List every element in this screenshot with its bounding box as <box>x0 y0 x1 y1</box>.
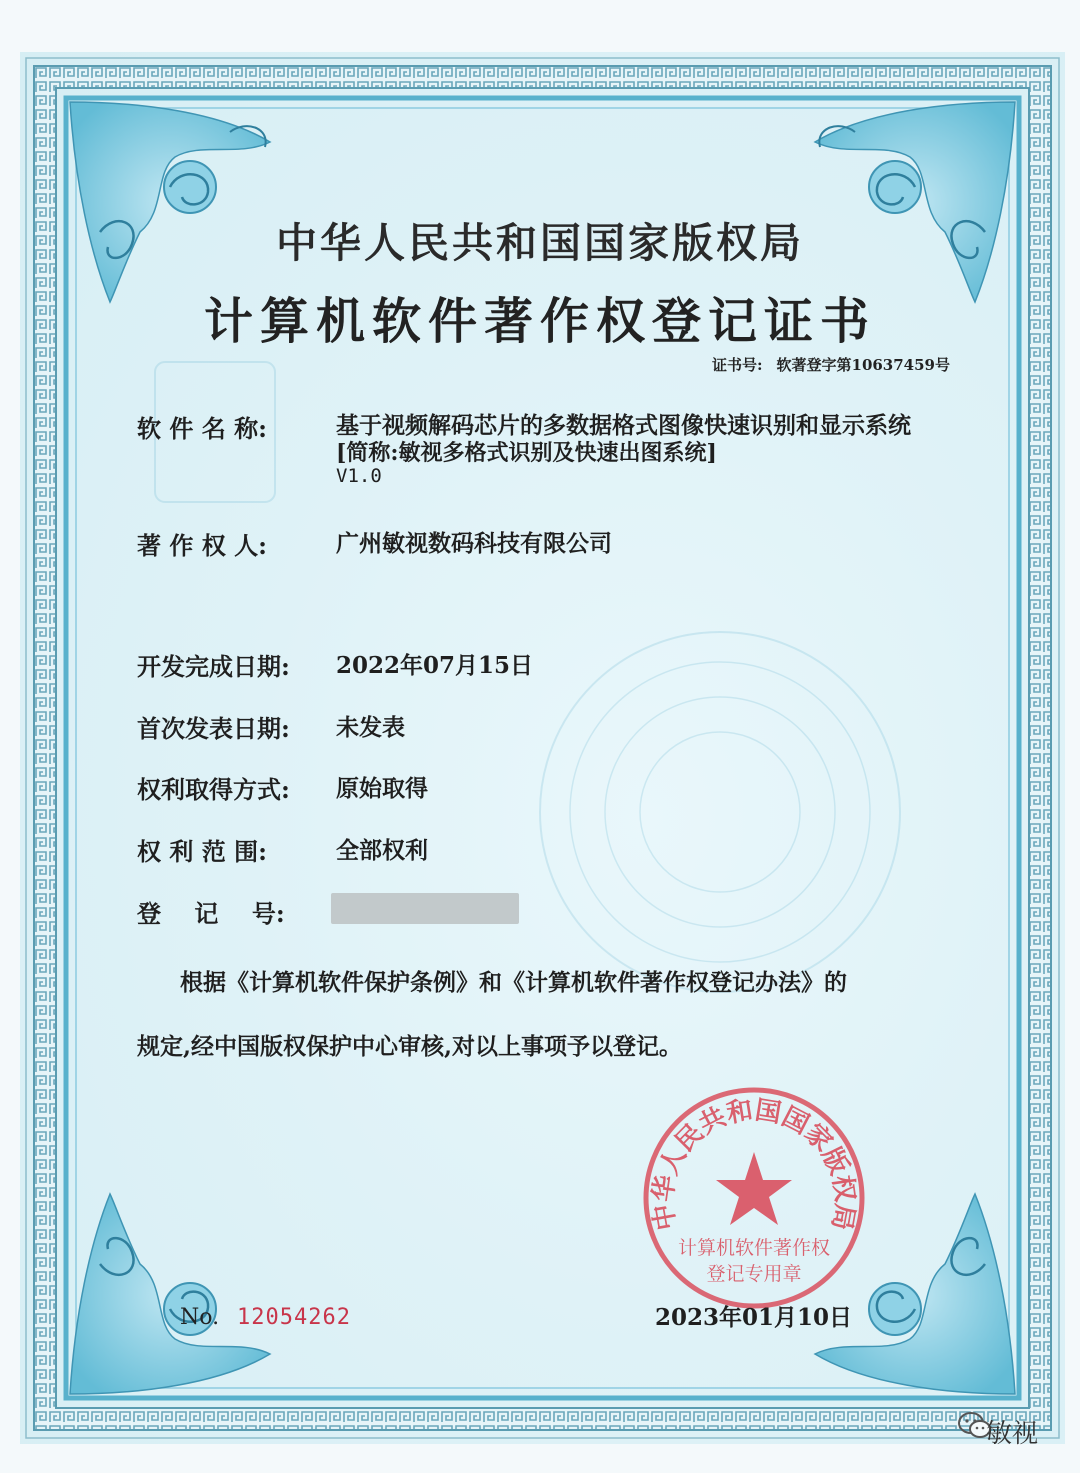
rights-scope-value: 全部权利 <box>336 837 428 864</box>
acquisition-method-value: 原始取得 <box>336 775 428 802</box>
acquisition-method-label: 权利取得方式: <box>137 775 290 804</box>
software-version: V1.0 <box>336 465 382 487</box>
copyright-owner-label: 著 作 权 人: <box>137 531 267 560</box>
registration-number-label: 登 记 号: <box>137 899 285 928</box>
watermark-account: 敏视 <box>985 1419 1038 1449</box>
serial-label: No. <box>180 1305 220 1330</box>
corner-ornament-top-left <box>70 102 270 302</box>
completion-date-value: 2022年07月15日 <box>336 652 534 679</box>
registration-number-redacted <box>331 893 519 924</box>
software-name-line2: [简称:敏视多格式识别及快速出图系统] <box>336 440 717 466</box>
official-seal <box>638 1082 870 1318</box>
corner-ornament-bottom-left <box>70 1194 270 1394</box>
seal-inner-line1: 计算机软件著作权 <box>677 1237 831 1259</box>
statement-line1: 根据《计算机软件保护条例》和《计算机软件著作权登记办法》的 <box>180 969 847 996</box>
seal-outer-text: 中华人民共和国国家版权局 <box>648 1095 860 1233</box>
statement-line2: 规定,经中国版权保护中心审核,对以上事项予以登记。 <box>137 1033 683 1060</box>
copyright-owner-value: 广州敏视数码科技有限公司 <box>336 530 612 557</box>
issue-date: 2023年01月10日 <box>655 1304 853 1331</box>
first-publication-value: 未发表 <box>336 714 405 741</box>
first-publication-label: 首次发表日期: <box>137 714 290 743</box>
seal-star-icon <box>716 1152 792 1225</box>
seal-inner-line2: 登记专用章 <box>706 1263 802 1285</box>
completion-date-label: 开发完成日期: <box>137 652 290 681</box>
certificate-number-value: 软著登字第10637459号 <box>776 356 950 374</box>
software-name-line1: 基于视频解码芯片的多数据格式图像快速识别和显示系统 <box>336 412 911 439</box>
certificate-number <box>698 354 950 375</box>
rights-scope-label: 权 利 范 围: <box>137 837 267 866</box>
certificate-number-label: 证书号: <box>711 356 763 374</box>
corner-ornament-top-right <box>815 102 1015 302</box>
serial-number: 12054262 <box>237 1305 351 1330</box>
software-name-label: 软 件 名 称: <box>137 414 267 443</box>
certificate-title: 计算机软件著作权登记证书 <box>203 292 876 350</box>
issuer-title: 中华人民共和国国家版权局 <box>276 219 804 267</box>
